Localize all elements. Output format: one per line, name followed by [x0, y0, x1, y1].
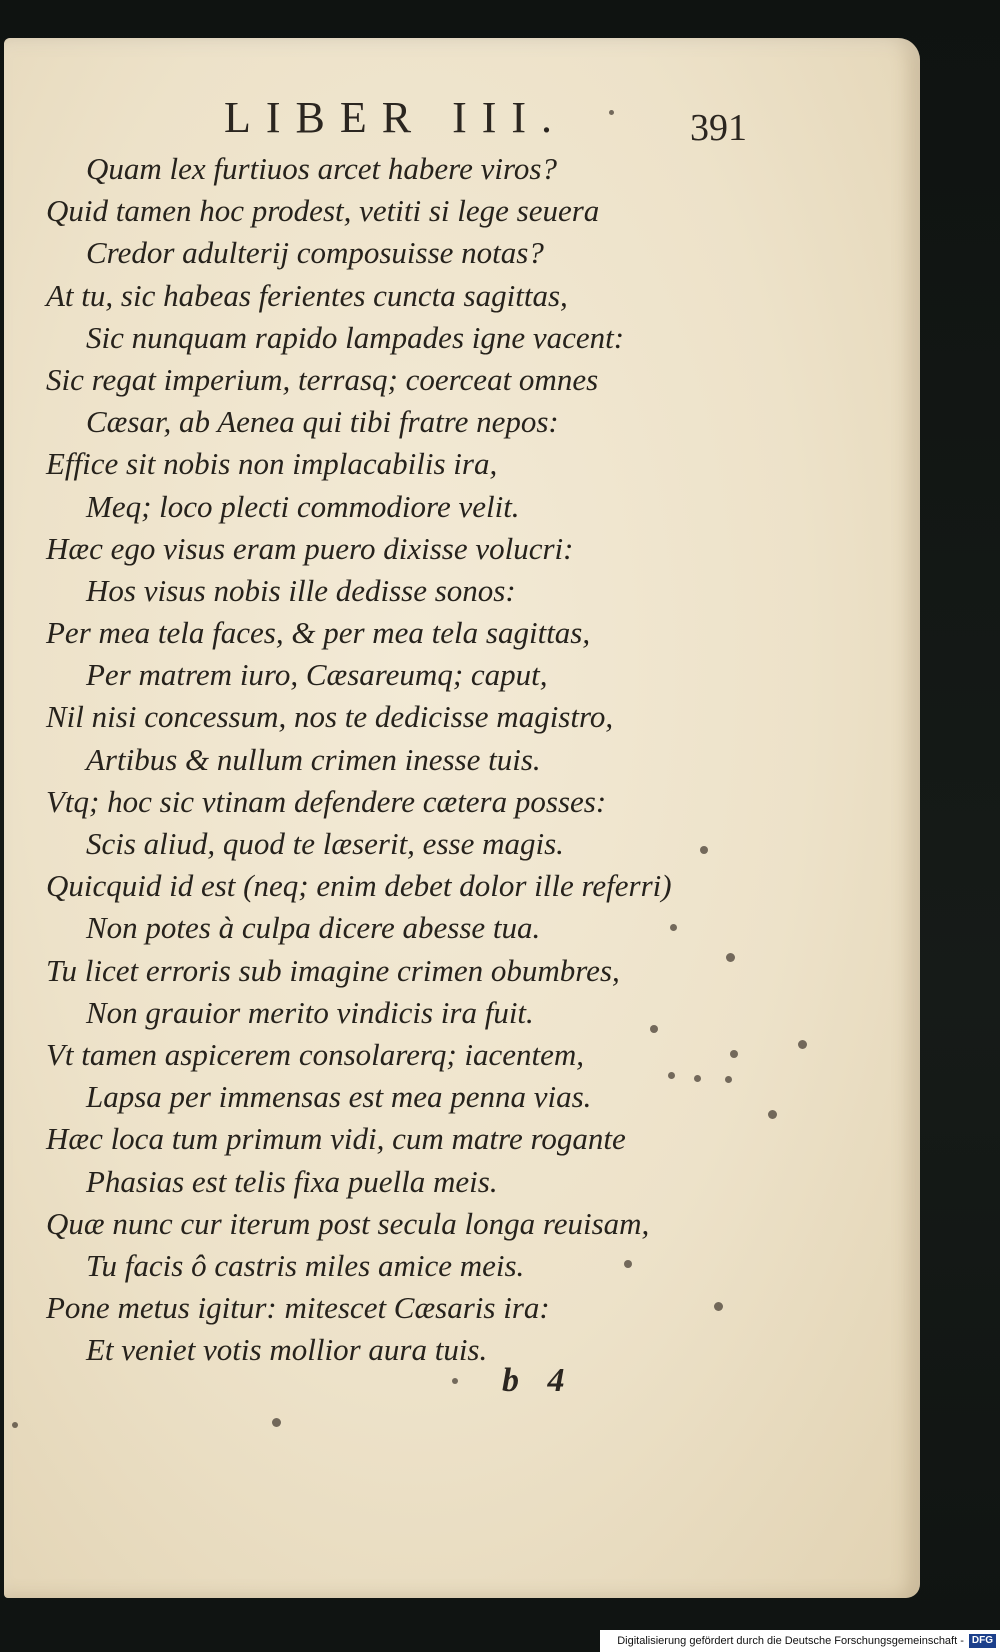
- verse-line: Scis aliud, quod te læserit, esse magis.: [86, 826, 564, 861]
- verse-line: Vt tamen aspicerem consolarerq; iacentem,: [46, 1036, 585, 1072]
- verse-line: At tu, sic habeas ferientes cuncta sagittas,: [46, 277, 568, 313]
- verse-line: Tu facis ô castris miles amice meis.: [86, 1247, 525, 1283]
- verse-line: Meq; loco plecti commodiore velit.: [86, 488, 520, 524]
- foxing-speck: [452, 1378, 458, 1384]
- foxing-speck: [730, 1050, 738, 1058]
- verse-line: Non grauior merito vindicis ira fuit.: [86, 994, 534, 1030]
- foxing-speck: [624, 1260, 632, 1268]
- foxing-speck: [694, 1075, 701, 1082]
- credit-text: Digitalisierung gefördert durch die Deutsche Forschungsgemeinschaft -: [617, 1635, 964, 1647]
- foxing-speck: [12, 1422, 18, 1428]
- verse-line: Non potes à culpa dicere abesse tua.: [86, 910, 541, 946]
- foxing-speck: [714, 1302, 723, 1311]
- verse-line: Phasias est telis fixa puella meis.: [86, 1163, 498, 1199]
- verse-line: Nil nisi concessum, nos te dedicisse magistro,: [46, 699, 614, 735]
- verse-line: Hæc ego visus eram puero dixisse volucri:: [46, 530, 574, 566]
- foxing-speck: [609, 110, 614, 115]
- verse-line: Sic regat imperium, terrasq; coerceat omnes: [46, 361, 599, 397]
- running-header: LIBER III.: [224, 93, 568, 142]
- verse-line: Quid tamen hoc prodest, vetiti si lege seuera: [46, 193, 600, 229]
- verse-line: Effice sit nobis non implacabilis ira,: [46, 446, 498, 482]
- foxing-speck: [700, 846, 708, 854]
- verse-line: Per matrem iuro, Cæsareumq; caput,: [86, 657, 548, 693]
- foxing-speck: [650, 1025, 658, 1033]
- verse-line: Sic nunquam rapido lampades igne vacent:: [86, 319, 625, 355]
- verse-line: Tu licet erroris sub imagine crimen obumbres,: [46, 952, 620, 988]
- verse-line: Et veniet votis mollior aura tuis.: [86, 1332, 488, 1368]
- foxing-speck: [725, 1076, 732, 1083]
- verse-line: Hos visus nobis ille dedisse sonos:: [86, 572, 516, 608]
- foxing-speck: [726, 953, 735, 962]
- verse-line: Artibus & nullum crimen inesse tuis.: [86, 741, 541, 777]
- digitization-credit-bar: [600, 1630, 1000, 1652]
- verse-line: Per mea tela faces, & per mea tela sagittas,: [46, 615, 591, 651]
- verse-line: Quam lex furtiuos arcet habere viros?: [86, 151, 557, 186]
- verse-line: Quicquid id est (neq; enim debet dolor ille referri): [46, 868, 672, 904]
- foxing-speck: [668, 1072, 675, 1079]
- verse-line: Hæc loca tum primum vidi, cum matre rogante: [46, 1121, 626, 1157]
- foxing-speck: [768, 1110, 777, 1119]
- verse-line: Pone metus igitur: mitescet Cæsaris ira:: [46, 1290, 550, 1326]
- verse-line: Lapsa per immensas est mea penna vias.: [86, 1079, 592, 1115]
- page-number: 391: [690, 107, 747, 149]
- signature-mark: b 4: [502, 1362, 565, 1399]
- verse-line: Vtq; hoc sic vtinam defendere cætera posses:: [46, 783, 607, 819]
- verse-block: [0, 148, 760, 1371]
- verse-line: Credor adulterij composuisse notas?: [86, 235, 544, 271]
- verse-line: Quæ nunc cur iterum post secula longa reuisam,: [46, 1205, 650, 1241]
- foxing-speck: [272, 1418, 281, 1427]
- dfg-logo: DFG: [969, 1634, 996, 1648]
- foxing-speck: [670, 924, 677, 931]
- verse-line: Cæsar, ab Aenea qui tibi fratre nepos:: [86, 404, 559, 440]
- foxing-speck: [798, 1040, 807, 1049]
